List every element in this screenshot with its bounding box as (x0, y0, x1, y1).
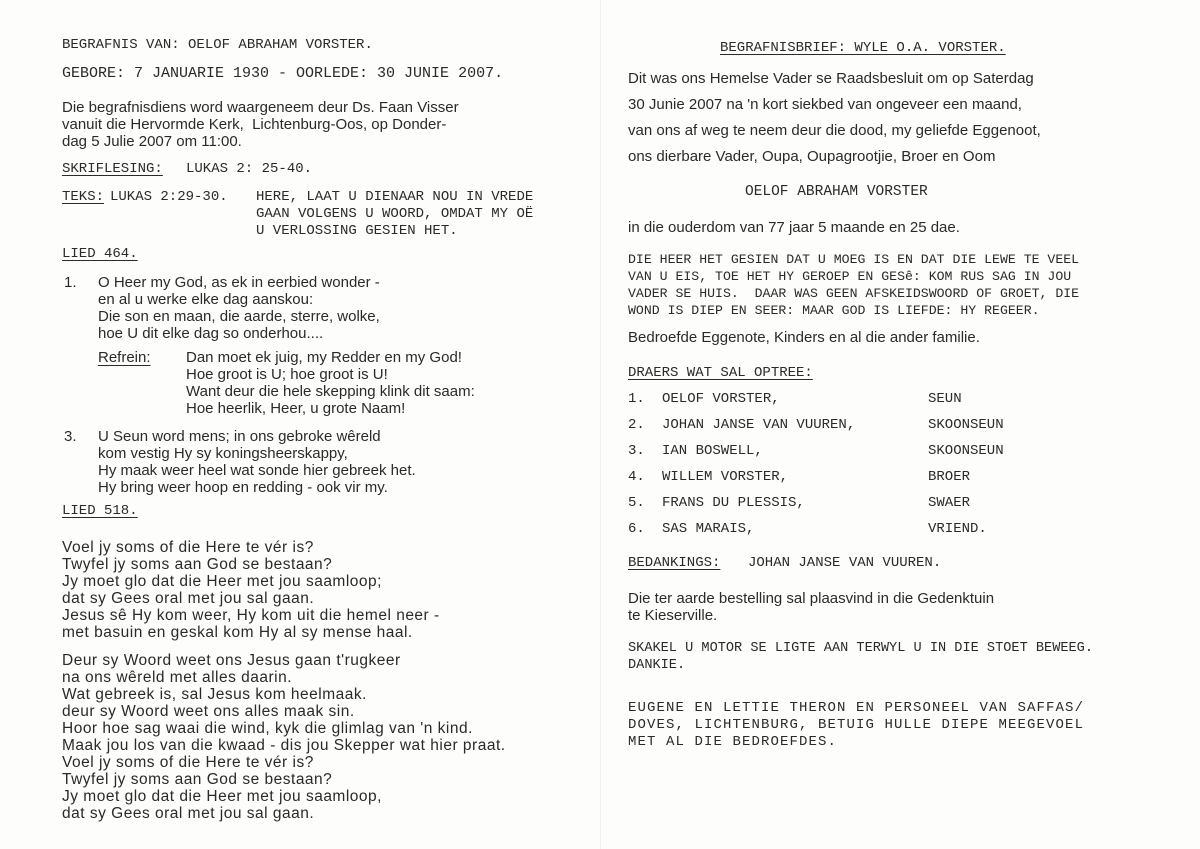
stanza-2-line-7: Voel jy soms of die Here te vér is? (62, 754, 314, 771)
verse-3-line-1: U Seun word mens; in ons gebroke wêreld (98, 428, 381, 445)
verse-1-line-1: O Heer my God, as ek in eerbied wonder - (98, 274, 380, 291)
bearer-name: IAN BOSWELL, (662, 443, 763, 459)
reading-label: SKRIFLESING: (62, 161, 163, 177)
stanza-2-line-5: Hoor hoe sag waai die wind, kyk die glimlag van 'n kind. (62, 720, 473, 737)
bearer-number: 5. (628, 495, 645, 511)
quote-line-2: VAN U EIS, TOE HET HY GEROEP EN GESê: KOM RUS SAG IN JOU (628, 269, 1072, 284)
stanza-1-line-2: Twyfel jy soms aan God se bestaan? (62, 556, 333, 573)
burial-line-2: te Kieserville. (628, 607, 718, 624)
quote-line-1: DIE HEER HET GESIEN DAT U MOEG IS EN DAT DIE LEWE TE VEEL (628, 252, 1080, 267)
refrain-line-2: Hoe groot is U; hoe groot is U! (186, 366, 388, 383)
lights-line-2: DANKIE. (628, 658, 686, 673)
stanza-2-line-6: Maak jou los van die kwaad - dis jou Skepper wat hier praat. (62, 737, 506, 754)
stanza-1-line-3: Jy moet glo dat die Heer met jou saamloop; (62, 573, 382, 590)
refrain-line-4: Hoe heerlik, Heer, u grote Naam! (186, 400, 406, 417)
stanza-1-line-5: Jesus sê Hy kom weer, Hy kom uit die hemel neer - (62, 607, 440, 624)
bearer-name: WILLEM VORSTER, (662, 469, 789, 485)
thanks-label: BEDANKINGS: (628, 555, 721, 571)
hymn-464-title: LIED 464. (62, 246, 138, 262)
verse-3-line-2: kom vestig Hy sy koningsheerskappy, (98, 445, 348, 462)
service-line-3: dag 5 Julie 2007 om 11:00. (62, 133, 242, 150)
bearers-title: DRAERS WAT SAL OPTREE: (628, 365, 813, 381)
verse-3-line-3: Hy maak weer heel wat sonde hier gebreek het. (98, 462, 416, 479)
bearer-number: 4. (628, 469, 645, 485)
bearer-number: 6. (628, 521, 645, 537)
text-quote-line-2: GAAN VOLGENS U WOORD, OMDAT MY OË (256, 206, 534, 222)
bearer-name: SAS MARAIS, (662, 521, 755, 537)
stanza-1-line-4: dat sy Gees oral met jou sal gaan. (62, 590, 315, 607)
birth-death-line: GEBORE: 7 JANUARIE 1930 - OORLEDE: 30 JUNIE 2007. (62, 65, 504, 82)
stanza-2-line-4: deur sy Woord weet ons alles maak sin. (62, 703, 355, 720)
stanza-2-line-3: Wat gebreek is, sal Jesus kom heelmaak. (62, 686, 367, 703)
verse-3-number: 3. (64, 428, 77, 445)
intro-line-1: Dit was ons Hemelse Vader se Raadsbesluit om op Saterdag (628, 70, 1034, 87)
intro-line-2: 30 Junie 2007 na 'n kort siekbed van ongeveer een maand, (628, 96, 1022, 113)
funeral-header: BEGRAFNIS VAN: OELOF ABRAHAM VORSTER. (62, 37, 373, 53)
intro-line-4: ons dierbare Vader, Oupa, Oupagrootjie, Broer en Oom (628, 148, 996, 165)
bearer-number: 2. (628, 417, 645, 433)
refrain-line-1: Dan moet ek juig, my Redder en my God! (186, 349, 462, 366)
verse-1-line-4: hoe U dit elke dag so onderhou.... (98, 325, 324, 342)
stanza-2-line-2: na ons wêreld met alles daarin. (62, 669, 293, 686)
stanza-2-line-10: dat sy Gees oral met jou sal gaan. (62, 805, 315, 822)
reading-text: LUKAS 2: 25-40. (186, 161, 313, 177)
quote-line-3: VADER SE HUIS. DAAR WAS GEEN AFSKEIDSWOORD OF GROET, DIE (628, 286, 1080, 301)
deceased-name: OELOF ABRAHAM VORSTER (745, 184, 928, 200)
condolence-line-1: EUGENE EN LETTIE THERON EN PERSONEEL VAN SAFFAS/ (628, 700, 1085, 716)
refrain-line-3: Want deur die hele skepping klink dit saam: (186, 383, 475, 400)
burial-line-1: Die ter aarde bestelling sal plaasvind in die Gedenktuin (628, 590, 995, 607)
bearer-number: 1. (628, 391, 645, 407)
text-quote-line-1: HERE, LAAT U DIENAAR NOU IN VREDE (256, 189, 534, 205)
thanks-name: JOHAN JANSE VAN VUUREN. (748, 555, 942, 571)
age-line: in die ouderdom van 77 jaar 5 maande en 25 dae. (628, 219, 960, 236)
text-label (62, 190, 104, 204)
bearer-role: SEUN (928, 391, 962, 407)
bearer-role: VRIEND. (928, 521, 987, 537)
bearer-number: 3. (628, 443, 645, 459)
stanza-2-line-8: Twyfel jy soms aan God se bestaan? (62, 771, 333, 788)
mourners-line: Bedroefde Eggenote, Kinders en al die ander familie. (628, 329, 980, 346)
stanza-2-line-1: Deur sy Woord weet ons Jesus gaan t'rugkeer (62, 652, 401, 669)
condolence-line-3: MET AL DIE BEDROEFDES. (628, 734, 838, 750)
verse-1-line-2: en al u werke elke dag aanskou: (98, 291, 314, 308)
text-label-word: TEKS: (62, 189, 105, 205)
verse-3-line-4: Hy bring weer hoop en redding - ook vir my. (98, 479, 388, 496)
bearer-role: SKOONSEUN (928, 417, 1004, 433)
hymn-518-title: LIED 518. (62, 503, 138, 519)
stanza-1-line-1: Voel jy soms of die Here te vér is? (62, 539, 314, 556)
condolence-line-2: DOVES, LICHTENBURG, BETUIG HULLE DIEPE MEEGEVOEL (628, 717, 1085, 733)
bearer-role: SKOONSEUN (928, 443, 1004, 459)
bearer-name: FRANS DU PLESSIS, (662, 495, 805, 511)
stanza-1-line-6: met basuin en geskal kom Hy al sy mense haal. (62, 624, 413, 641)
verse-1-line-3: Die son en maan, die aarde, sterre, wolke, (98, 308, 380, 325)
bearer-role: SWAER (928, 495, 971, 511)
refrain-label: Refrein: (98, 349, 151, 366)
lights-line-1: SKAKEL U MOTOR SE LIGTE AAN TERWYL U IN DIE STOET BEWEEG. (628, 641, 1093, 656)
text-quote-line-3: U VERLOSSING GESIEN HET. (256, 223, 458, 239)
intro-line-3: van ons af weg te neem deur die dood, my geliefde Eggenoot, (628, 122, 1041, 139)
bearer-name: OELOF VORSTER, (662, 391, 780, 407)
stanza-2-line-9: Jy moet glo dat die Heer met jou saamloop, (62, 788, 382, 805)
bearer-role: BROER (928, 469, 971, 485)
quote-line-4: WOND IS DIEP EN SEER: MAAR GOD IS LIEFDE: HY REGEER. (628, 303, 1040, 318)
service-line-2: vanuit die Hervormde Kerk, Lichtenburg-Oos, op Donder- (62, 116, 447, 133)
letter-title: BEGRAFNISBRIEF: WYLE O.A. VORSTER. (720, 40, 1006, 56)
text-reference: LUKAS 2:29-30. (110, 189, 228, 205)
verse-1-number: 1. (64, 274, 77, 291)
fold-line (600, 0, 601, 849)
bearer-name: JOHAN JANSE VAN VUUREN, (662, 417, 856, 433)
service-line-1: Die begrafnisdiens word waargeneem deur Ds. Faan Visser (62, 99, 459, 116)
